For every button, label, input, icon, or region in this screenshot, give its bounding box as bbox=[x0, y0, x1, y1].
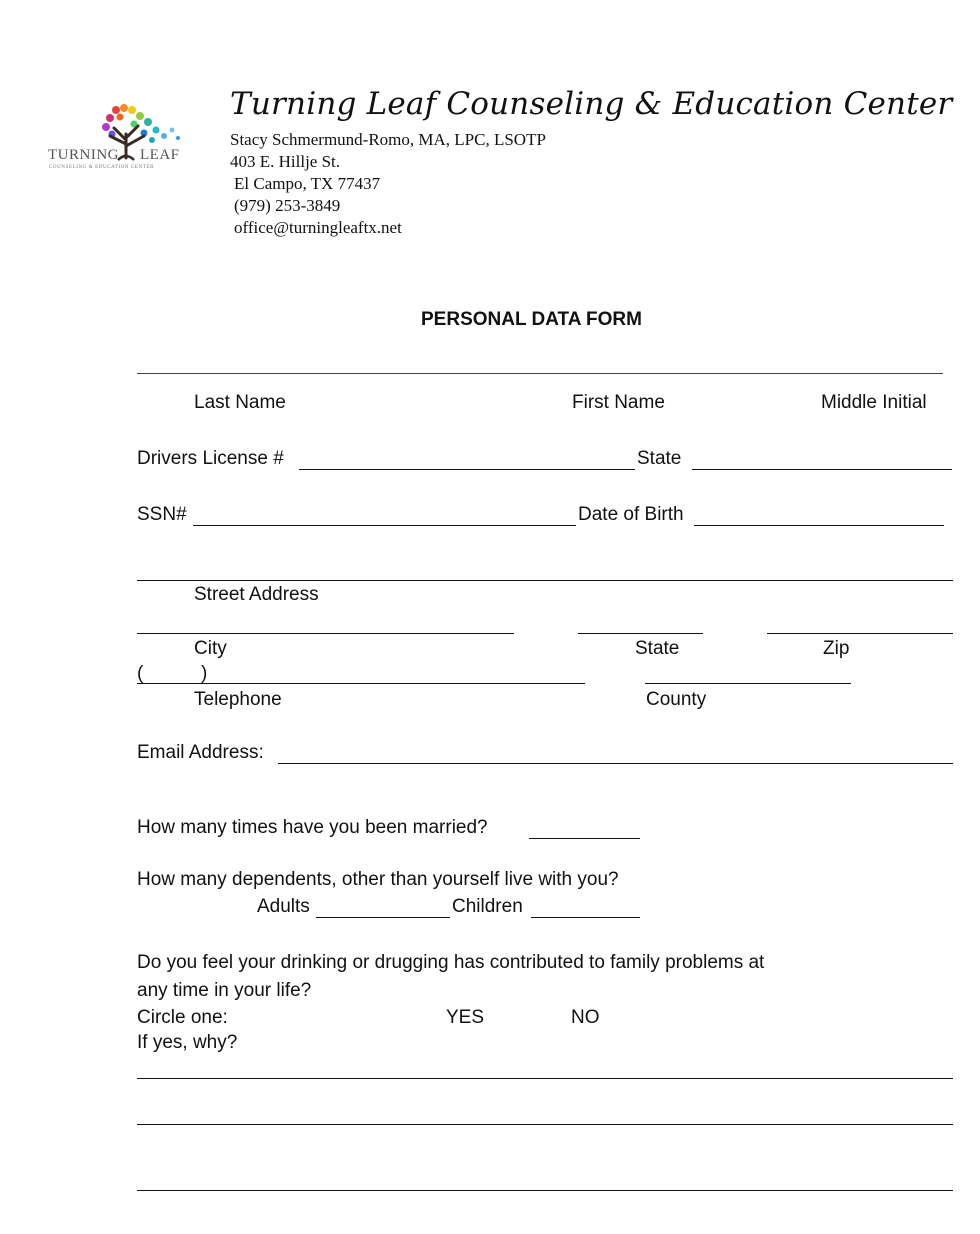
yes-option[interactable]: YES bbox=[446, 1007, 485, 1028]
children-label: Children bbox=[452, 896, 523, 917]
phone-number: (979) 253-3849 bbox=[234, 196, 341, 215]
no-option[interactable]: NO bbox=[571, 1007, 600, 1028]
drinking-question-line2: any time in your life? bbox=[137, 980, 312, 1001]
state2-label: State bbox=[635, 638, 680, 659]
form-title: PERSONAL DATA FORM bbox=[421, 309, 642, 330]
street-address-label: Street Address bbox=[194, 584, 319, 605]
logo-text-left: TURNING bbox=[48, 147, 119, 163]
state-label: State bbox=[637, 448, 682, 469]
phone-area-open-paren: ( bbox=[137, 663, 144, 684]
org-name: Turning Leaf Counseling & Education Center bbox=[230, 86, 953, 122]
state2-field[interactable] bbox=[578, 633, 703, 634]
married-count-field[interactable] bbox=[529, 838, 640, 839]
county-label: County bbox=[646, 689, 707, 710]
email-address-field[interactable] bbox=[278, 763, 953, 764]
explanation-line-2[interactable] bbox=[137, 1124, 953, 1125]
first-name-label: First Name bbox=[572, 392, 665, 413]
address-line2: El Campo, TX 77437 bbox=[234, 174, 381, 193]
middle-initial-label: Middle Initial bbox=[821, 392, 927, 413]
explanation-line-3[interactable] bbox=[137, 1190, 953, 1191]
drivers-license-field[interactable] bbox=[299, 469, 635, 470]
phone-area-close-paren: ) bbox=[201, 663, 208, 684]
adults-field[interactable] bbox=[316, 917, 450, 918]
telephone-label: Telephone bbox=[194, 689, 282, 710]
email-address-label: Email Address: bbox=[137, 742, 264, 763]
adults-label: Adults bbox=[257, 896, 310, 917]
date-of-birth-label: Date of Birth bbox=[578, 504, 684, 525]
if-yes-label: If yes, why? bbox=[137, 1032, 238, 1053]
zip-field[interactable] bbox=[767, 633, 953, 634]
address-line1: 403 E. Hillje St. bbox=[230, 152, 341, 171]
street-address-field[interactable] bbox=[137, 580, 953, 581]
state-field[interactable] bbox=[692, 469, 952, 470]
logo bbox=[48, 100, 198, 175]
logo-text-right: LEAF bbox=[140, 147, 180, 163]
logo-subtitle: COUNSELING & EDUCATION CENTER bbox=[49, 165, 155, 170]
dependents-question: How many dependents, other than yourself live with you? bbox=[137, 869, 619, 890]
last-name-label: Last Name bbox=[194, 392, 286, 413]
children-field[interactable] bbox=[531, 917, 640, 918]
ssn-field[interactable] bbox=[193, 525, 576, 526]
county-field[interactable] bbox=[645, 683, 851, 684]
drivers-license-label: Drivers License # bbox=[137, 448, 284, 469]
drinking-question-line1: Do you feel your drinking or drugging has contributed to family problems at bbox=[137, 952, 765, 973]
telephone-field[interactable] bbox=[137, 683, 585, 684]
name-field-line[interactable] bbox=[137, 373, 943, 374]
city-label: City bbox=[194, 638, 227, 659]
date-of-birth-field[interactable] bbox=[694, 525, 944, 526]
contact-name: Stacy Schmermund-Romo, MA, LPC, LSOTP bbox=[230, 130, 546, 149]
ssn-label: SSN# bbox=[137, 504, 187, 525]
explanation-line-1[interactable] bbox=[137, 1078, 953, 1079]
city-field[interactable] bbox=[137, 633, 514, 634]
zip-label: Zip bbox=[823, 638, 850, 659]
circle-one-label: Circle one: bbox=[137, 1007, 228, 1028]
married-question: How many times have you been married? bbox=[137, 817, 488, 838]
email-address: office@turningleaftx.net bbox=[234, 218, 402, 237]
